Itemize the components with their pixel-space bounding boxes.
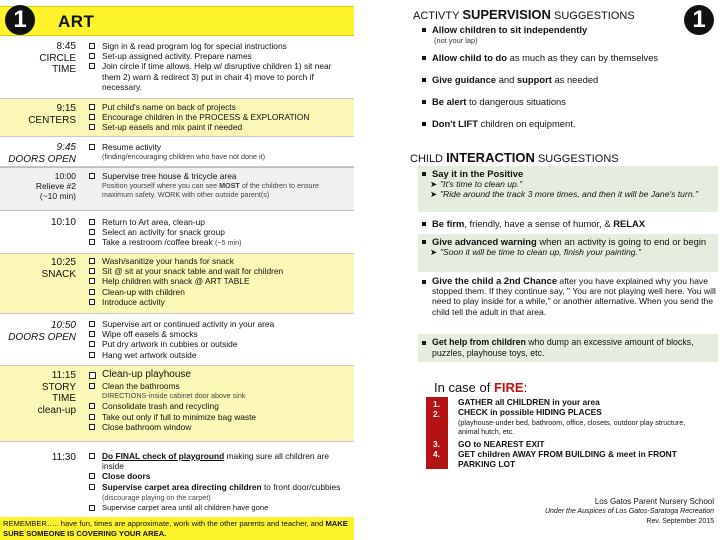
checkbox-icon[interactable] (89, 473, 95, 479)
fire-step: GATHER all CHILDREN in your area (458, 397, 600, 407)
interaction-item: Get help from children who dump an excessive amount of blocks, puzzles, playhouse toys, etc. (418, 337, 718, 358)
task-item[interactable]: Select an activity for snack group (88, 227, 350, 237)
supervision-list (422, 24, 712, 140)
checkbox-icon[interactable] (89, 383, 95, 389)
task-item[interactable]: Put child's name on back of projects (88, 102, 350, 112)
supervision-item: Allow child to do as much as they can by themselves (422, 52, 712, 63)
checkbox-icon[interactable] (89, 173, 95, 179)
task-item[interactable]: Wipe off easels & smocks (88, 329, 350, 339)
bullet-icon (422, 122, 426, 126)
task-list (88, 102, 350, 133)
checkbox-icon[interactable] (89, 484, 95, 490)
hiding-places-note: (playhouse-under bed, bathroom, office, closets, outdoor play structure, animal hutch, etc. (458, 417, 686, 437)
checkbox-icon[interactable] (89, 53, 95, 59)
checkbox-icon[interactable] (89, 372, 96, 379)
interaction-item: Say it in the Positive (418, 168, 718, 179)
time-label: 9:45 DOORS OPEN (8, 142, 76, 165)
checkbox-icon[interactable] (89, 229, 95, 235)
checkbox-icon[interactable] (89, 289, 95, 295)
task-list (88, 451, 350, 513)
bullet-icon (422, 240, 426, 244)
task-detail: Position yourself where you can see MOST of the children to ensure maximum safety. WORK with other outside parent(s) (102, 181, 319, 200)
checkbox-icon[interactable] (89, 268, 95, 274)
example-quote: ➤ "Ride around the track 3 more times, and then it will be Jane's turn." (430, 189, 699, 199)
school-footer (545, 497, 714, 527)
checkbox-icon[interactable] (89, 114, 95, 120)
checkbox-icon[interactable] (89, 104, 95, 110)
task-item[interactable]: Close bathroom window (88, 422, 350, 432)
checkbox-icon[interactable] (89, 258, 95, 264)
checkbox-icon[interactable] (89, 331, 95, 337)
reminder-banner: REMEMBER….. have fun, times are approximate, work with the other parents and teacher, and MAKE SURE SOMEONE IS COVERING YOUR AREA. (0, 517, 354, 540)
task-list (88, 171, 350, 199)
interaction-firm (418, 218, 718, 229)
time-label: 11:15 STORY TIME clean-up (37, 370, 76, 416)
example-quote: ➤ "Soon it will be time to clean up, finish your painting." (430, 247, 642, 257)
schedule-row-1115 (0, 366, 354, 442)
schedule-row-0945 (0, 137, 354, 167)
schedule-row-1050 (0, 314, 354, 366)
task-item[interactable]: Introduce activity (88, 297, 350, 307)
checkbox-icon[interactable] (89, 278, 95, 284)
bullet-icon (422, 100, 426, 104)
checkbox-icon[interactable] (89, 424, 95, 430)
bullet-icon (422, 341, 426, 345)
task-item[interactable]: Sit @ sit at your snack table and wait for children (88, 266, 350, 276)
task-item[interactable]: Hang wet artwork outside (88, 350, 350, 360)
task-item[interactable]: Take a restroom /coffee break (~5 min) (88, 237, 350, 248)
role-number-badge: 1 (684, 5, 714, 35)
interaction-second-chance (418, 276, 718, 317)
example-quote: ➤ "It's time to clean up." (430, 179, 523, 189)
checkbox-icon[interactable] (89, 453, 95, 459)
time-label: 11:30 (51, 452, 76, 463)
supervision-item: Allow children to sit independently (not your lap) (422, 24, 712, 46)
task-item[interactable]: Consolidate trash and recycling (88, 401, 350, 411)
bullet-icon (422, 78, 426, 82)
task-item[interactable]: Set-up assigned activity. Prepare names (88, 51, 350, 61)
bullet-icon (422, 280, 426, 284)
bullet-icon (422, 222, 426, 226)
interaction-positive (418, 166, 718, 212)
task-list (88, 256, 350, 307)
task-item[interactable]: Encourage children in the PROCESS & EXPLORATION (88, 112, 350, 122)
art-header (0, 6, 354, 36)
task-note: (finding/encouraging children who have not done it) (102, 152, 266, 162)
supervision-title: ACTIVTY SUPERVISION SUGGESTIONS (413, 7, 635, 22)
auspices-line: Under the Auspices of Los Gatos-Saratoga Recreation (544, 508, 714, 515)
revision-date: Rev. September 2015 (646, 518, 714, 525)
task-item[interactable]: Clean-up with children (88, 287, 350, 297)
checkbox-icon[interactable] (89, 352, 95, 358)
supervision-item: Don't LIFT children on equipment. (422, 118, 712, 129)
task-list (88, 41, 350, 92)
checkbox-icon[interactable] (89, 239, 95, 245)
school-name: Los Gatos Parent Nursery School (594, 497, 714, 506)
task-item[interactable]: Wash/sanitize your hands for snack (88, 256, 350, 266)
interaction-item: Be firm, friendly, have a sense of humor, & RELAX (418, 218, 718, 229)
task-item[interactable]: Clean-up playhouse (88, 369, 350, 381)
task-item[interactable]: Supervise art or continued activity in your area (88, 319, 350, 329)
fire-step: GET children AWAY FROM BUILDING & meet in FRONT PARKING LOT (458, 448, 677, 469)
checkbox-icon[interactable] (89, 505, 95, 511)
interaction-item: Give advanced warning when an activity is going to end or begin (418, 236, 718, 247)
interaction-item: Give the child a 2nd Chance after you have explained why you have stopped them. If they continue say, " You are not playing well here. You will need to play inside for a while," or another alternative. When you send the child tell the adult in that area. (418, 276, 718, 317)
checkbox-icon[interactable] (89, 144, 95, 150)
task-note: DIRECTIONS-inside cabinet door above sink (102, 391, 246, 401)
schedule-row-1010 (0, 211, 354, 254)
task-item[interactable]: Close doors (88, 471, 350, 481)
fire-steps (458, 398, 708, 470)
checkbox-icon[interactable] (89, 43, 95, 49)
task-item[interactable]: Join circle if time allows. Help w/ disruptive children 1) sit near them 2) warn & redirect 3) put in chair 4) move to porch if necessary. (88, 61, 350, 92)
checkbox-icon[interactable] (89, 321, 95, 327)
task-item[interactable]: Sign in & read program log for special instructions (88, 41, 350, 51)
supervision-item: Be alert to dangerous situations (422, 96, 712, 107)
fire-title: In case of FIRE: (434, 380, 528, 395)
checkbox-icon[interactable] (89, 63, 95, 69)
interaction-warning (418, 234, 718, 272)
interaction-help (418, 334, 718, 362)
bullet-icon (422, 28, 426, 32)
time-label: 10:00 Relieve #2 (~10 min) (35, 171, 76, 201)
checkbox-icon[interactable] (89, 124, 95, 130)
task-item[interactable]: Resume activity (88, 142, 350, 152)
task-item[interactable]: Help children with snack @ ART TABLE (88, 276, 350, 286)
time-label: 10:10 (50, 217, 76, 228)
fire-step: GO to NEAREST EXIT (458, 439, 545, 450)
schedule-row-1025 (0, 254, 354, 314)
task-item[interactable]: Do FINAL check of playground making sure all children are inside (88, 451, 350, 471)
checkbox-icon[interactable] (89, 299, 95, 305)
fire-step: CHECK in possible HIDING PLACES (458, 406, 602, 417)
art-schedule (0, 0, 354, 540)
task-list (88, 369, 350, 432)
schedule-row-1130 (0, 442, 354, 517)
page-title: ART (58, 12, 95, 31)
break-duration: (~5 min) (214, 238, 242, 248)
role-number-badge: 1 (5, 5, 35, 35)
schedule-row-1000 (0, 167, 354, 211)
suggestions-panel (362, 0, 720, 540)
task-item[interactable]: Return to Art area, clean-up (88, 217, 350, 227)
bullet-icon (422, 172, 426, 176)
task-list (88, 142, 350, 162)
checkbox-icon[interactable] (89, 219, 95, 225)
checkbox-icon[interactable] (89, 414, 95, 420)
time-label: 9:15 CENTERS (28, 103, 76, 126)
supervision-item: Give guidance and support as needed (422, 74, 712, 85)
task-list (88, 217, 350, 249)
task-item[interactable]: Clean the bathrooms (88, 381, 350, 391)
time-label: 8:45 CIRCLE TIME (39, 41, 76, 75)
time-label: 10:50 DOORS OPEN (8, 320, 76, 343)
task-item[interactable]: Supervise carpet area until all children have gone (88, 503, 350, 513)
task-item[interactable]: Supervise tree house & tricycle area (88, 171, 350, 181)
checkbox-icon[interactable] (89, 341, 95, 347)
task-item[interactable]: Set-up easels and mix paint if needed (88, 122, 350, 132)
task-item[interactable]: Put dry artwork in cubbies or outside (88, 339, 350, 349)
schedule-row-0915 (0, 99, 354, 137)
checkbox-icon[interactable] (89, 403, 95, 409)
fire-step-numbers: 1. 2. 3. 4. (426, 397, 448, 469)
interaction-title: CHILD INTERACTION SUGGESTIONS (410, 150, 619, 165)
schedule-row-0845 (0, 37, 354, 99)
task-item[interactable]: Supervise carpet area directing children to front door/cubbies (discourage playing on the carpet) (88, 482, 350, 503)
task-item[interactable]: Take out only if full to minimize bag waste (88, 412, 350, 422)
time-label: 10:25 SNACK (41, 257, 76, 280)
task-list (88, 319, 350, 360)
bullet-icon (422, 56, 426, 60)
